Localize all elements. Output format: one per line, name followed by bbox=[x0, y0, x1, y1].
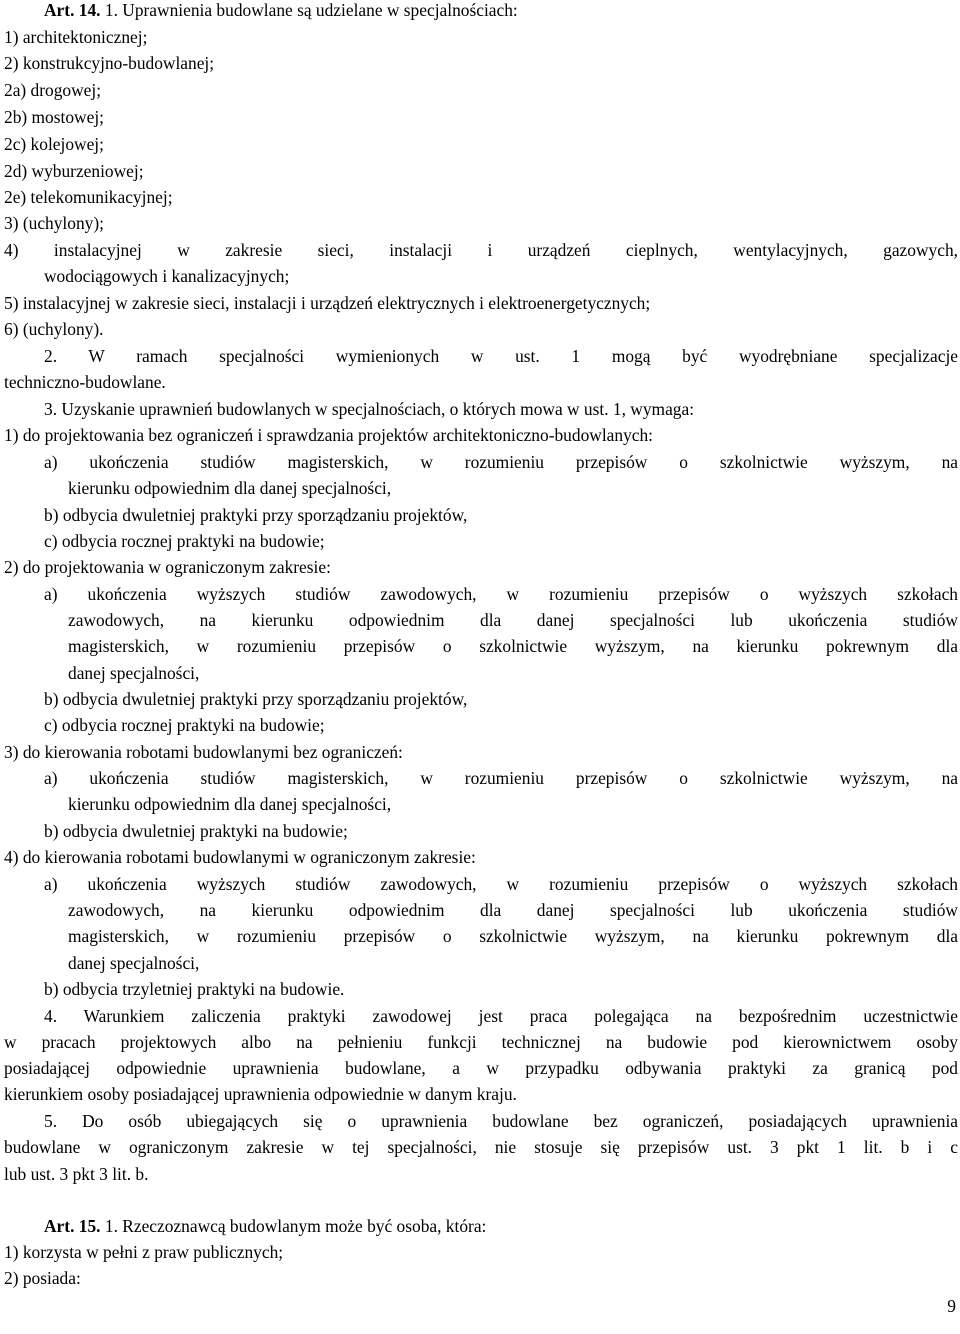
list-item: 6) (uchylony). bbox=[4, 319, 104, 339]
list-item-continuation: danej specjalności, bbox=[68, 663, 200, 683]
list-item: b) odbycia dwuletniej praktyki przy sporządzaniu projektów, bbox=[44, 689, 468, 709]
list-item: 2b) mostowej; bbox=[4, 107, 104, 127]
art15-heading-line bbox=[44, 1213, 960, 1239]
list-item-continuation: danej specjalności, bbox=[68, 953, 200, 973]
paragraph-4-continuation: kierunkiem osoby posiadającej uprawnienia odpowiednie w danym kraju. bbox=[4, 1084, 517, 1104]
paragraph-2-continuation: techniczno-budowlane. bbox=[4, 372, 166, 392]
paragraph-5: 5. Do osób ubiegających się o uprawnienia budowlane bez ograniczeń, posiadających uprawnienia bbox=[44, 1111, 958, 1131]
list-item-continuation: kierunku odpowiednim dla danej specjalności, bbox=[68, 478, 392, 498]
paragraph-2: 2. W ramach specjalności wymienionych w ust. 1 mogą być wyodrębniane specjalizacje bbox=[44, 346, 958, 366]
art15-heading: Art. 15. bbox=[44, 1216, 101, 1236]
paragraph-4-continuation: posiadającej odpowiednie uprawnienia budowlane, a w przypadku odbywania praktyki za granicą pod bbox=[4, 1058, 958, 1078]
list-item: b) odbycia dwuletniej praktyki na budowie; bbox=[44, 821, 348, 841]
list-item: 3) do kierowania robotami budowlanymi bez ograniczeń: bbox=[4, 742, 403, 762]
list-item-continuation: wodociągowych i kanalizacyjnych; bbox=[44, 266, 290, 286]
list-item: 3) (uchylony); bbox=[4, 213, 104, 233]
list-item: 2a) drogowej; bbox=[4, 80, 102, 100]
art15-para1: 1. Rzeczoznawcą budowlanym może być osoba, która: bbox=[104, 1216, 487, 1236]
list-item: a) ukończenia wyższych studiów zawodowych, w rozumieniu przepisów o wyższych szkołach bbox=[44, 874, 958, 894]
list-item: 2d) wyburzeniowej; bbox=[4, 161, 144, 181]
list-item-continuation: magisterskich, w rozumieniu przepisów o szkolnictwie wyższym, na kierunku pokrewnym dla bbox=[68, 926, 958, 946]
list-item: 4) instalacyjnej w zakresie sieci, instalacji i urządzeń cieplnych, wentylacyjnych, gazowych, bbox=[4, 240, 958, 260]
list-item: c) odbycia rocznej praktyki na budowie; bbox=[44, 715, 325, 735]
list-item: 2) do projektowania w ograniczonym zakresie: bbox=[4, 557, 331, 577]
list-item: 2) posiada: bbox=[4, 1268, 81, 1288]
list-item: 2e) telekomunikacyjnej; bbox=[4, 187, 173, 207]
art14-heading-line bbox=[44, 0, 960, 23]
list-item-continuation: magisterskich, w rozumieniu przepisów o szkolnictwie wyższym, na kierunku pokrewnym dla bbox=[68, 636, 958, 656]
list-item: a) ukończenia wyższych studiów zawodowych, w rozumieniu przepisów o wyższych szkołach bbox=[44, 584, 958, 604]
list-item: c) odbycia rocznej praktyki na budowie; bbox=[44, 531, 325, 551]
list-item: 4) do kierowania robotami budowlanymi w ograniczonym zakresie: bbox=[4, 847, 476, 867]
list-item: 1) architektonicznej; bbox=[4, 27, 148, 47]
list-item: 5) instalacyjnej w zakresie sieci, instalacji i urządzeń elektrycznych i elektroenergetycznych; bbox=[4, 293, 651, 313]
page-number: 9 bbox=[947, 1296, 956, 1316]
list-item-continuation: zawodowych, na kierunku odpowiednim dla danej specjalności lub ukończenia studiów bbox=[68, 610, 958, 630]
paragraph-4: 4. Warunkiem zaliczenia praktyki zawodowej jest praca polegająca na bezpośrednim uczestnictwie bbox=[44, 1006, 958, 1026]
paragraph-4-continuation: w pracach projektowych albo na pełnieniu funkcji technicznej na budowie pod kierownictwem osoby bbox=[4, 1032, 958, 1052]
list-item: 1) korzysta w pełni z praw publicznych; bbox=[4, 1242, 284, 1262]
list-item-continuation: zawodowych, na kierunku odpowiednim dla danej specjalności lub ukończenia studiów bbox=[68, 900, 958, 920]
list-item: 2) konstrukcyjno-budowlanej; bbox=[4, 53, 215, 73]
list-item: a) ukończenia studiów magisterskich, w rozumieniu przepisów o szkolnictwie wyższym, na bbox=[44, 452, 958, 472]
list-item: b) odbycia dwuletniej praktyki przy sporządzaniu projektów, bbox=[44, 505, 468, 525]
list-item: b) odbycia trzyletniej praktyki na budowie. bbox=[44, 979, 345, 999]
list-item: a) ukończenia studiów magisterskich, w rozumieniu przepisów o szkolnictwie wyższym, na bbox=[44, 768, 958, 788]
list-item-continuation: kierunku odpowiednim dla danej specjalności, bbox=[68, 794, 392, 814]
paragraph-3: 3. Uzyskanie uprawnień budowlanych w specjalnościach, o których mowa w ust. 1, wymaga: bbox=[44, 399, 695, 419]
art14-para1: 1. Uprawnienia budowlane są udzielane w specjalnościach: bbox=[104, 0, 518, 20]
list-item: 2c) kolejowej; bbox=[4, 134, 104, 154]
art14-heading: Art. 14. bbox=[44, 0, 101, 20]
paragraph-5-continuation: budowlane w ograniczonym zakresie w tej specjalności, nie stosuje się przepisów ust. 3 pkt 1 lit. b i c bbox=[4, 1137, 958, 1157]
paragraph-5-continuation: lub ust. 3 pkt 3 lit. b. bbox=[4, 1164, 149, 1184]
list-item: 1) do projektowania bez ograniczeń i sprawdzania projektów architektoniczno-budowlanych: bbox=[4, 425, 654, 445]
